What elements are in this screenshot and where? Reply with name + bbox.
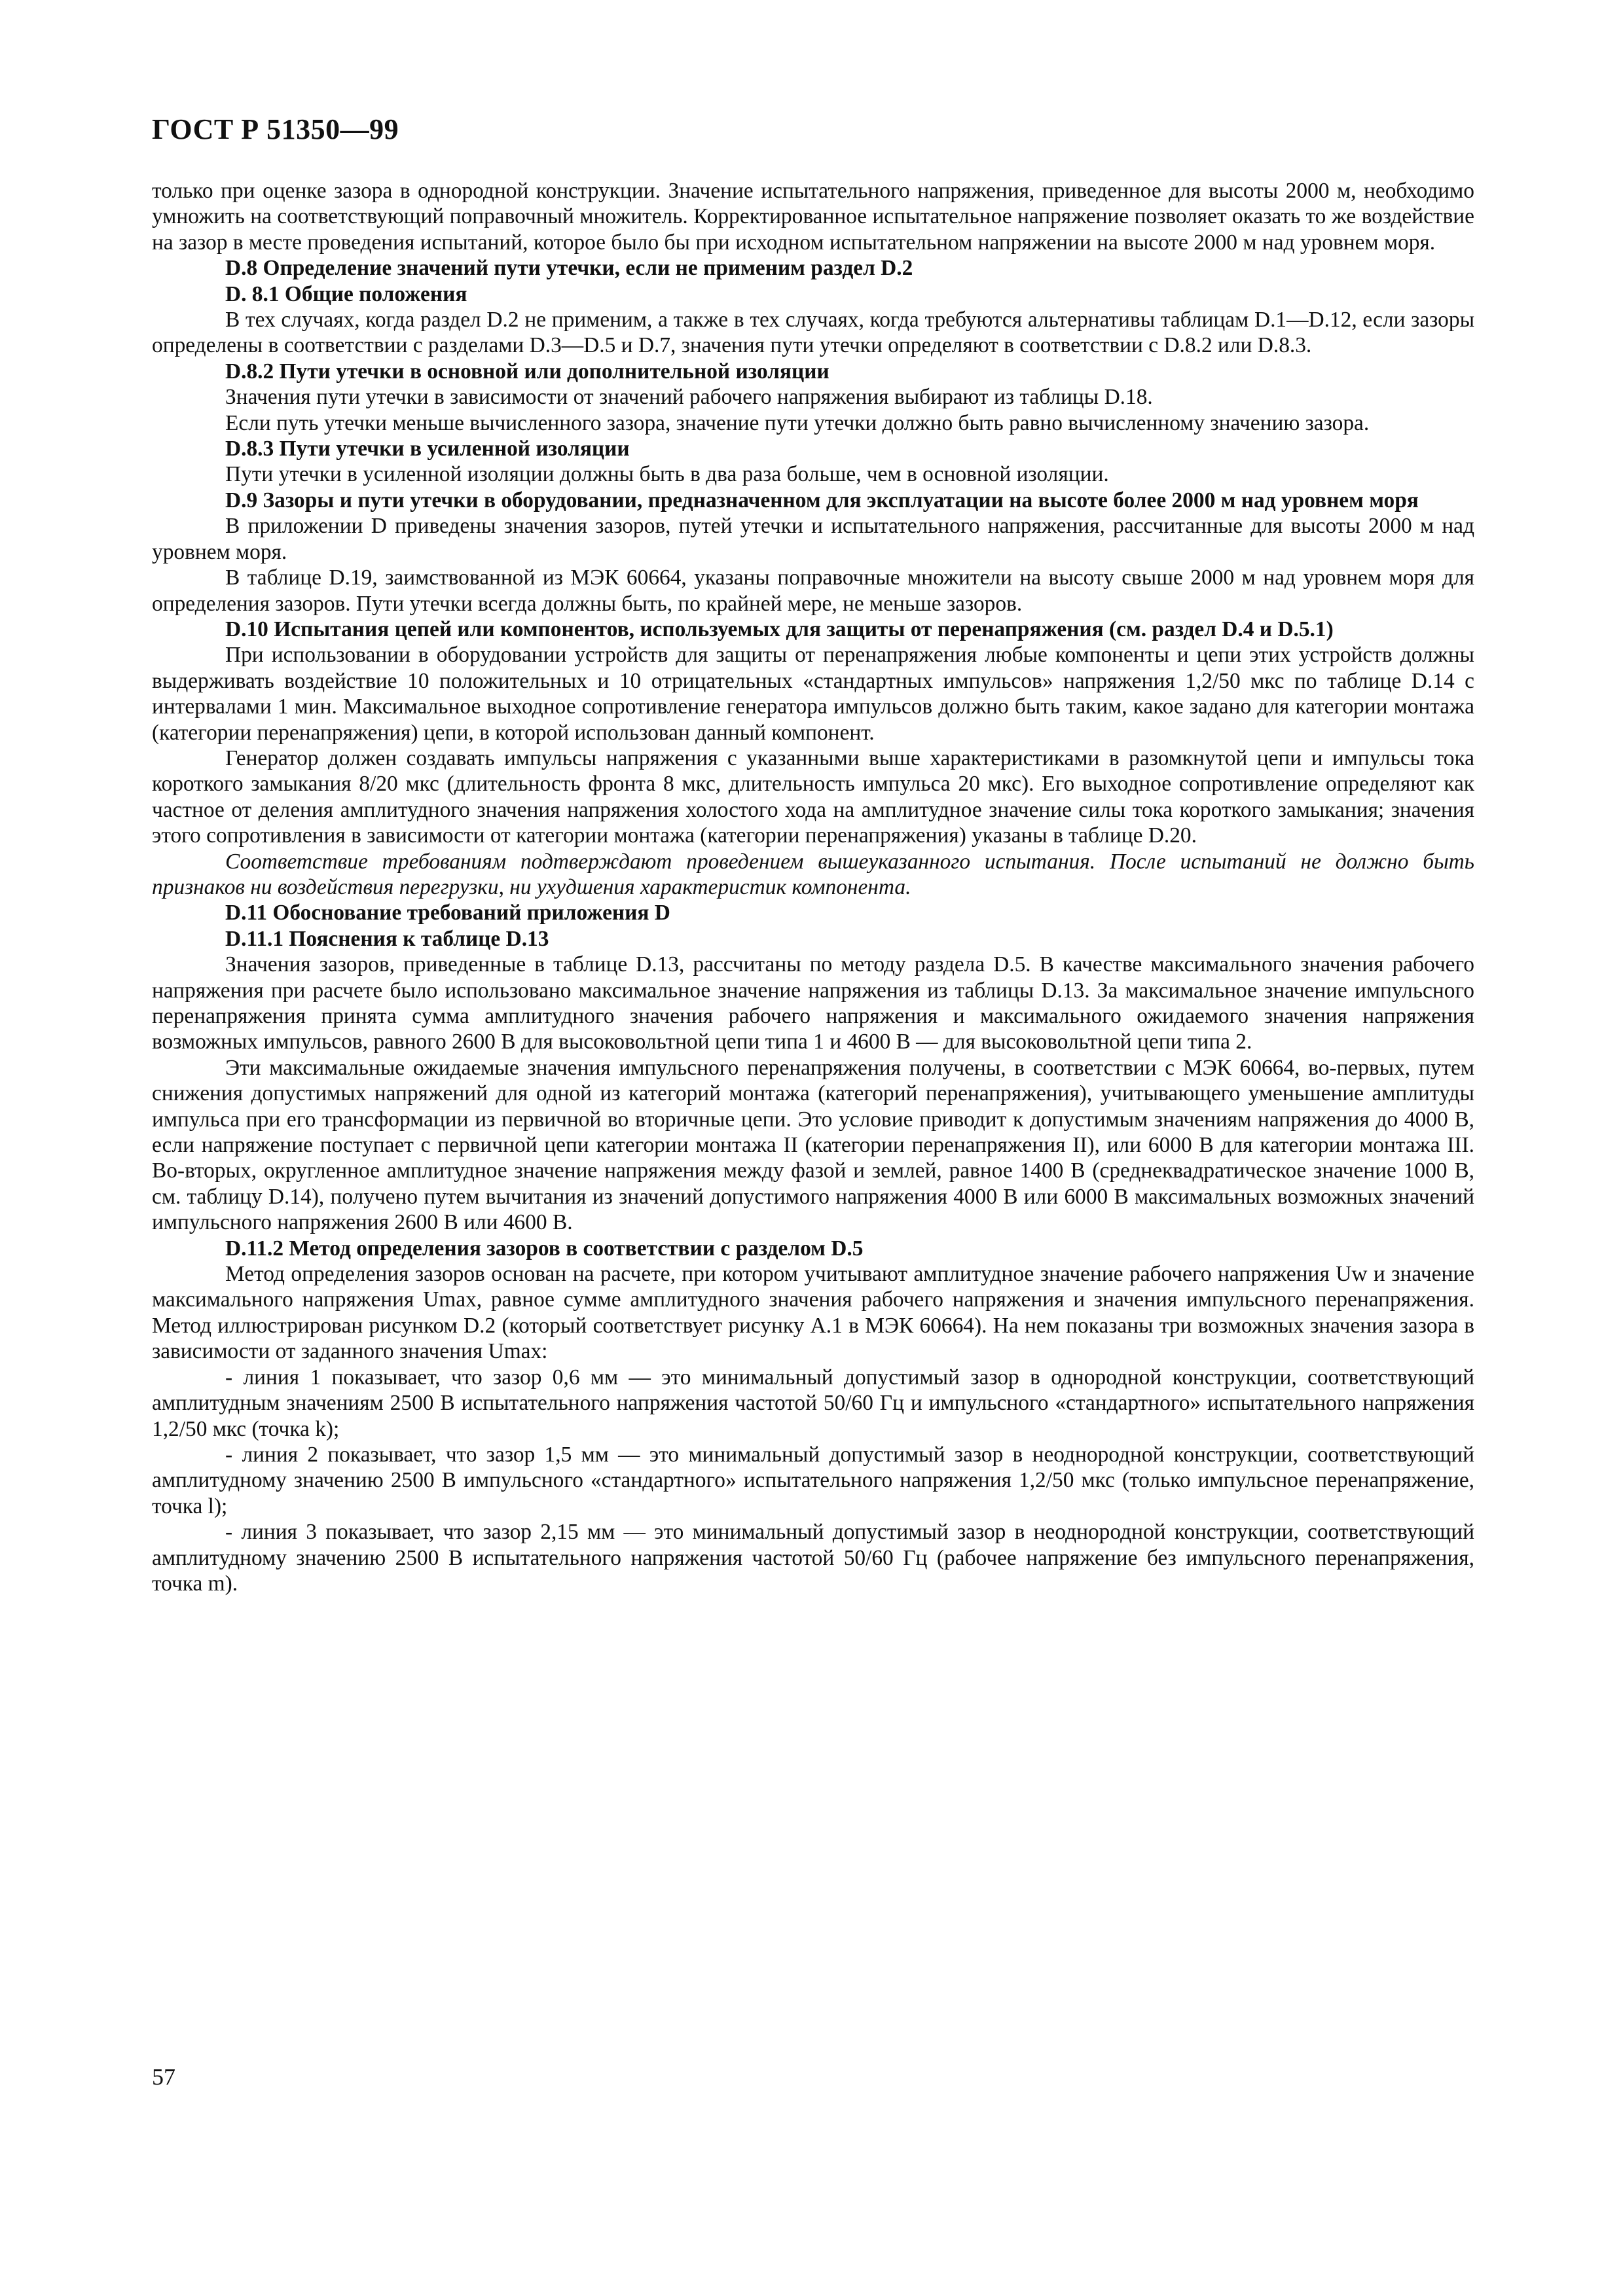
paragraph: В тех случаях, когда раздел D.2 не применим, а также в тех случаях, когда требуются альтернативы таблицам D.1—D.12, если зазоры определены в соответствии с разделами D.3—D.5 и D.7, значения пути утечки определяют в соответствии с D.8.2 или D.8.3. bbox=[152, 308, 1474, 358]
heading-d9: D.9 Зазоры и пути утечки в оборудовании, предназначенном для эксплуатации на высоте более 2000 м над уровнем моря bbox=[225, 488, 1419, 512]
heading-d8-2: D.8.2 Пути утечки в основной или дополнительной изоляции bbox=[225, 359, 830, 384]
heading-d8: D.8 Определение значений пути утечки, если не применим раздел D.2 bbox=[225, 256, 913, 281]
heading-d11-1: D.11.1 Пояснения к таблице D.13 bbox=[225, 926, 549, 951]
paragraph: В приложении D приведены значения зазоров, путей утечки и испытательного напряжения, рассчитанные для высоты 2000 м над уровнем моря. bbox=[152, 514, 1474, 564]
paragraph: Значения зазоров, приведенные в таблице D.13, рассчитаны по методу раздела D.5. В качестве максимального значения рабочего напряжения при расчете было использовано максимальное значение напряжения из таблицы D.13. За максимальное значение импульсного перенапряжения принята сумма амплитудного значения рабочего напряжения и максимального ожидаемого значения напряжения возможных импульсов, равного 2600 В для высоковольтной цепи типа 1 и 4600 В — для высоковольтной цепи типа 2. bbox=[152, 952, 1474, 1054]
heading-d10: D.10 Испытания цепей или компонентов, используемых для защиты от перенапряжения (см. раздел D.4 и D.5.1) bbox=[225, 617, 1334, 641]
heading-d11-2: D.11.2 Метод определения зазоров в соответствии с разделом D.5 bbox=[225, 1236, 864, 1261]
page-number: 57 bbox=[152, 2064, 175, 2090]
paragraph: Если путь утечки меньше вычисленного зазора, значение пути утечки должно быть равно вычисленному значению зазора. bbox=[225, 410, 1370, 435]
paragraph: В таблице D.19, заимствованной из МЭК 60664, указаны поправочные множители на высоту свыше 2000 м над уровнем моря для определения зазоров. Пути утечки всегда должны быть, по крайней мере, не меньше зазоров. bbox=[152, 565, 1474, 616]
paragraph: Пути утечки в усиленной изоляции должны быть в два раза больше, чем в основной изоляции. bbox=[225, 462, 1109, 487]
list-item-line-2: - линия 2 показывает, что зазор 1,5 мм — это минимальный допустимый зазор в неоднородной конструкции, соответствующий амплитудному значению 2500 В импульсного «стандартного» испытательного напряжения 1,2/50 мкс (только импульсное перенапряжение, точка l); bbox=[152, 1442, 1474, 1518]
paragraph: Генератор должен создавать импульсы напряжения с указанными выше характеристиками в разомкнутой цепи и импульсы тока короткого замыкания 8/20 мкс (длительность фронта 8 мкс, длительность импульса 20 мкс). Его выходное сопротивление определяют как частное от деления амплитудного значения напряжения холостого хода на амплитудное значение силы тока короткого замыкания; значения этого сопротивления в зависимости от категории монтажа (категории перенапряжения) указаны в таблице D.20. bbox=[152, 745, 1474, 848]
heading-d11: D.11 Обоснование требований приложения D bbox=[225, 901, 670, 925]
document-body bbox=[152, 178, 1474, 1596]
list-item-line-1: - линия 1 показывает, что зазор 0,6 мм — это минимальный допустимый зазор в однородной конструкции, соответствующий амплитудным значениям 2500 В испытательного напряжения частотой 50/60 Гц и импульсного «стандартного» испытательного напряжения 1,2/50 мкс (точка k); bbox=[152, 1365, 1474, 1441]
paragraph: Метод определения зазоров основан на расчете, при котором учитывают амплитудное значение рабочего напряжения Uw и значение максимального напряжения Umax, равное сумме амплитудного значения рабочего напряжения и значения импульсного перенапряжения. Метод иллюстрирован рисунком D.2 (который соответствует рисунку А.1 в МЭК 60664). На нем показаны три возможных значения зазора в зависимости от заданного значения Umax: bbox=[152, 1262, 1474, 1364]
paragraph: Значения пути утечки в зависимости от значений рабочего напряжения выбирают из таблицы D.18. bbox=[225, 385, 1153, 410]
heading-d8-1: D. 8.1 Общие положения bbox=[225, 281, 467, 306]
paragraph: При использовании в оборудовании устройств для защиты от перенапряжения любые компоненты и цепи этих устройств должны выдерживать воздействие 10 положительных и 10 отрицательных «стандартных импульсов» напряжения 1,2/50 мкс по таблице D.14 с интервалами 1 мин. Максимальное выходное сопротивление генератора импульсов должно быть таким, какое задано для категории монтажа (категории перенапряжения) цепи, в которой использован данный компонент. bbox=[152, 643, 1474, 745]
paragraph: Эти максимальные ожидаемые значения импульсного перенапряжения получены, в соответствии с МЭК 60664, во-первых, путем снижения допустимых напряжений для одной из категорий монтажа (категорий перенапряжения), учитывающего уменьшение амплитуды импульса при его трансформации из первичной во вторичные цепи. Это условие приводит к допустимым значениям напряжения до 4000 В, если напряжение поступает с первичной цепи категории монтажа II (категории перенапряжения II), или 6000 В для категории монтажа III. Во-вторых, округленное амплитудное значение напряжения между фазой и землей, равное 1400 В (среднеквадратическое значение 1000 В, см. таблицу D.14), получено путем вычитания из значений допустимого напряжения 4000 В или 6000 В максимальных возможных значений импульсного напряжения 2600 В или 4600 В. bbox=[152, 1055, 1474, 1235]
heading-d8-3: D.8.3 Пути утечки в усиленной изоляции bbox=[225, 437, 630, 461]
page-header-standard-number: ГОСТ Р 51350—99 bbox=[152, 113, 399, 145]
list-item-line-3: - линия 3 показывает, что зазор 2,15 мм — это минимальный допустимый зазор в неоднородной конструкции, соответствующий амплитудному значению 2500 В испытательного напряжения частотой 50/60 Гц (рабочее напряжение без импульсного перенапряжения, точка m). bbox=[152, 1520, 1474, 1596]
paragraph-compliance-note: Соответствие требованиям подтверждают проведением вышеуказанного испытания. После испытаний не должно быть признаков ни воздействия перегрузки, ни ухудшения характеристик компонента. bbox=[152, 849, 1474, 899]
paragraph-continuation: только при оценке зазора в однородной конструкции. Значение испытательного напряжения, приведенное для высоты 2000 м, необходимо умножить на соответствующий поправочный множитель. Корректированное испытательное напряжение позволяет оказать то же воздействие на зазор в месте проведения испытаний, которое было бы при исходном испытательном напряжении на высоте 2000 м над уровнем моря. bbox=[152, 179, 1474, 255]
